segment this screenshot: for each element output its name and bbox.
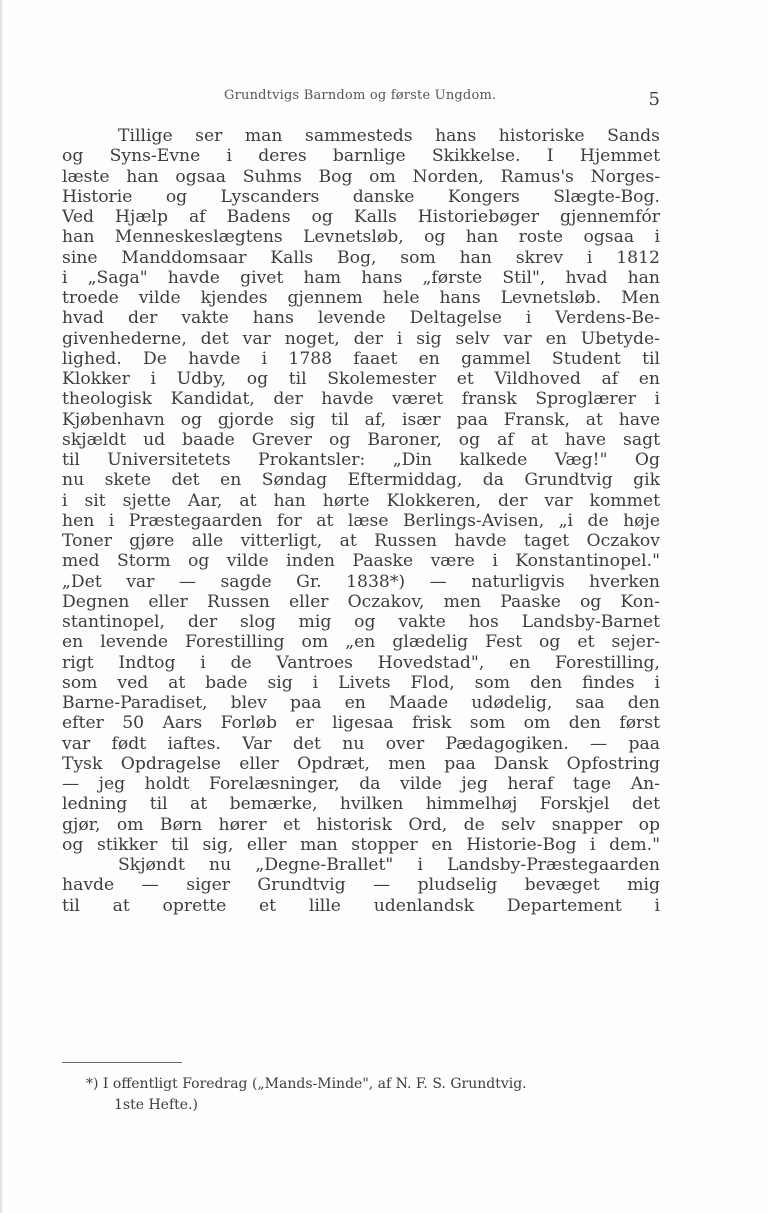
text-line: ledning til at bemærke, hvilken himmelhøj Forskjel det: [62, 794, 660, 815]
text-line: troede vilde kjendes gjennem hele hans Levnetsløb. Men: [62, 288, 660, 308]
text-line: til at oprette et lille udenlandsk Departement i: [62, 895, 660, 916]
text-line: lighed. De havde i 1788 faaet en gammel Student til: [62, 348, 660, 369]
text-line: Tysk Opdragelse eller Opdræt, men paa Dansk Opfostring: [62, 753, 660, 774]
scan-edge: [0, 0, 3, 1213]
running-header: [60, 88, 660, 110]
text-line: Historie og Lyscanders danske Kongers Slægte-Bog.: [62, 186, 660, 207]
text-line: efter 50 Aars Forløb er ligesaa frisk som om den først: [62, 713, 660, 734]
text-line: han Menneskeslægtens Levnetsløb, og han roste ogsaa i: [62, 227, 660, 248]
text-line: havde — siger Grundtvig — pludselig bevæget mig: [62, 875, 660, 896]
text-line: theologisk Kandidat, der havde været fransk Sproglærer i: [62, 389, 660, 410]
text-line: Toner gjøre alle vitterligt, at Russen havde taget Oczakov: [62, 531, 660, 551]
body-text: [62, 126, 660, 916]
text-line: og Syns-Evne i deres barnlige Skikkelse. I Hjemmet: [62, 146, 660, 167]
text-line: i sit sjette Aar, at han hørte Klokkeren, der var kommet: [62, 490, 660, 511]
text-line: Klokker i Udby, og til Skolemester et Vildhoved af en: [62, 369, 660, 389]
text-line: hvad der vakte hans levende Deltagelse i Verdens-Be-: [62, 308, 660, 329]
footnote-line: *) I offentligt Foredrag („Mands-Minde", af N. F. S. Grundtvig.: [86, 1076, 527, 1092]
text-line: som ved at bade sig i Livets Flod, som den findes i: [62, 672, 660, 693]
text-line: Ved Hjælp af Badens og Kalls Historiebøger gjennemfór: [62, 207, 660, 227]
text-line: skjældt ud baade Grever og Baroner, og af at have sagt: [62, 429, 660, 450]
text-line: i „Saga" havde givet ham hans „første Stil", hvad han: [62, 267, 660, 288]
footnote-line: 1ste Hefte.): [114, 1097, 198, 1113]
text-line: „Det var — sagde Gr. 1838*) — naturligvis hverken: [62, 571, 660, 592]
text-line: med Storm og vilde inden Paaske være i Konstantinopel.": [62, 551, 660, 572]
page-number: 5: [648, 89, 660, 110]
text-line: — jeg holdt Forelæsninger, da vilde jeg heraf tage An-: [62, 774, 660, 794]
text-line: rigt Indtog i de Vantroes Hovedstad", en Forestilling,: [62, 652, 660, 673]
text-line: var født iaftes. Var det nu over Pædagogiken. — paa: [62, 733, 660, 754]
text-line: givenhederne, det var noget, der i sig selv var en Ubetyde-: [62, 328, 660, 349]
text-line: sine Manddomsaar Kalls Bog, som han skrev i 1812: [62, 247, 660, 268]
text-line: gjør, om Børn hører et historisk Ord, de selv snapper op: [62, 814, 660, 835]
text-line: til Universitetets Prokantsler: „Din kalkede Væg!" Og: [62, 450, 660, 470]
text-line: Barne-Paradiset, blev paa en Maade udødelig, saa den: [62, 693, 660, 713]
text-line: nu skete det en Søndag Eftermiddag, da Grundtvig gik: [62, 470, 660, 491]
text-line: Tillige ser man sammesteds hans historiske Sands: [118, 126, 660, 146]
text-line: hen i Præstegaarden for at læse Berlings-Avisen, „i de høje: [62, 510, 660, 531]
text-line: en levende Forestilling om „en glædelig Fest og et sejer-: [62, 632, 660, 653]
text-line: Skjøndt nu „Degne-Brallet" i Landsby-Præstegaarden: [118, 855, 660, 875]
text-line: Kjøbenhavn og gjorde sig til af, især paa Fransk, at have: [62, 409, 660, 430]
running-title: Grundtvigs Barndom og første Ungdom.: [224, 88, 497, 103]
footnote-rule: [62, 1062, 182, 1063]
text-line: læste han ogsaa Suhms Bog om Norden, Ramus's Norges-: [62, 166, 660, 187]
footnote: [62, 1074, 660, 1116]
text-line: og stikker til sig, eller man stopper en Historie-Bog i dem.": [62, 834, 660, 855]
text-line: Degnen eller Russen eller Oczakov, men Paaske og Kon-: [62, 591, 660, 612]
text-line: stantinopel, der slog mig og vakte hos Landsby-Barnet: [62, 612, 660, 632]
